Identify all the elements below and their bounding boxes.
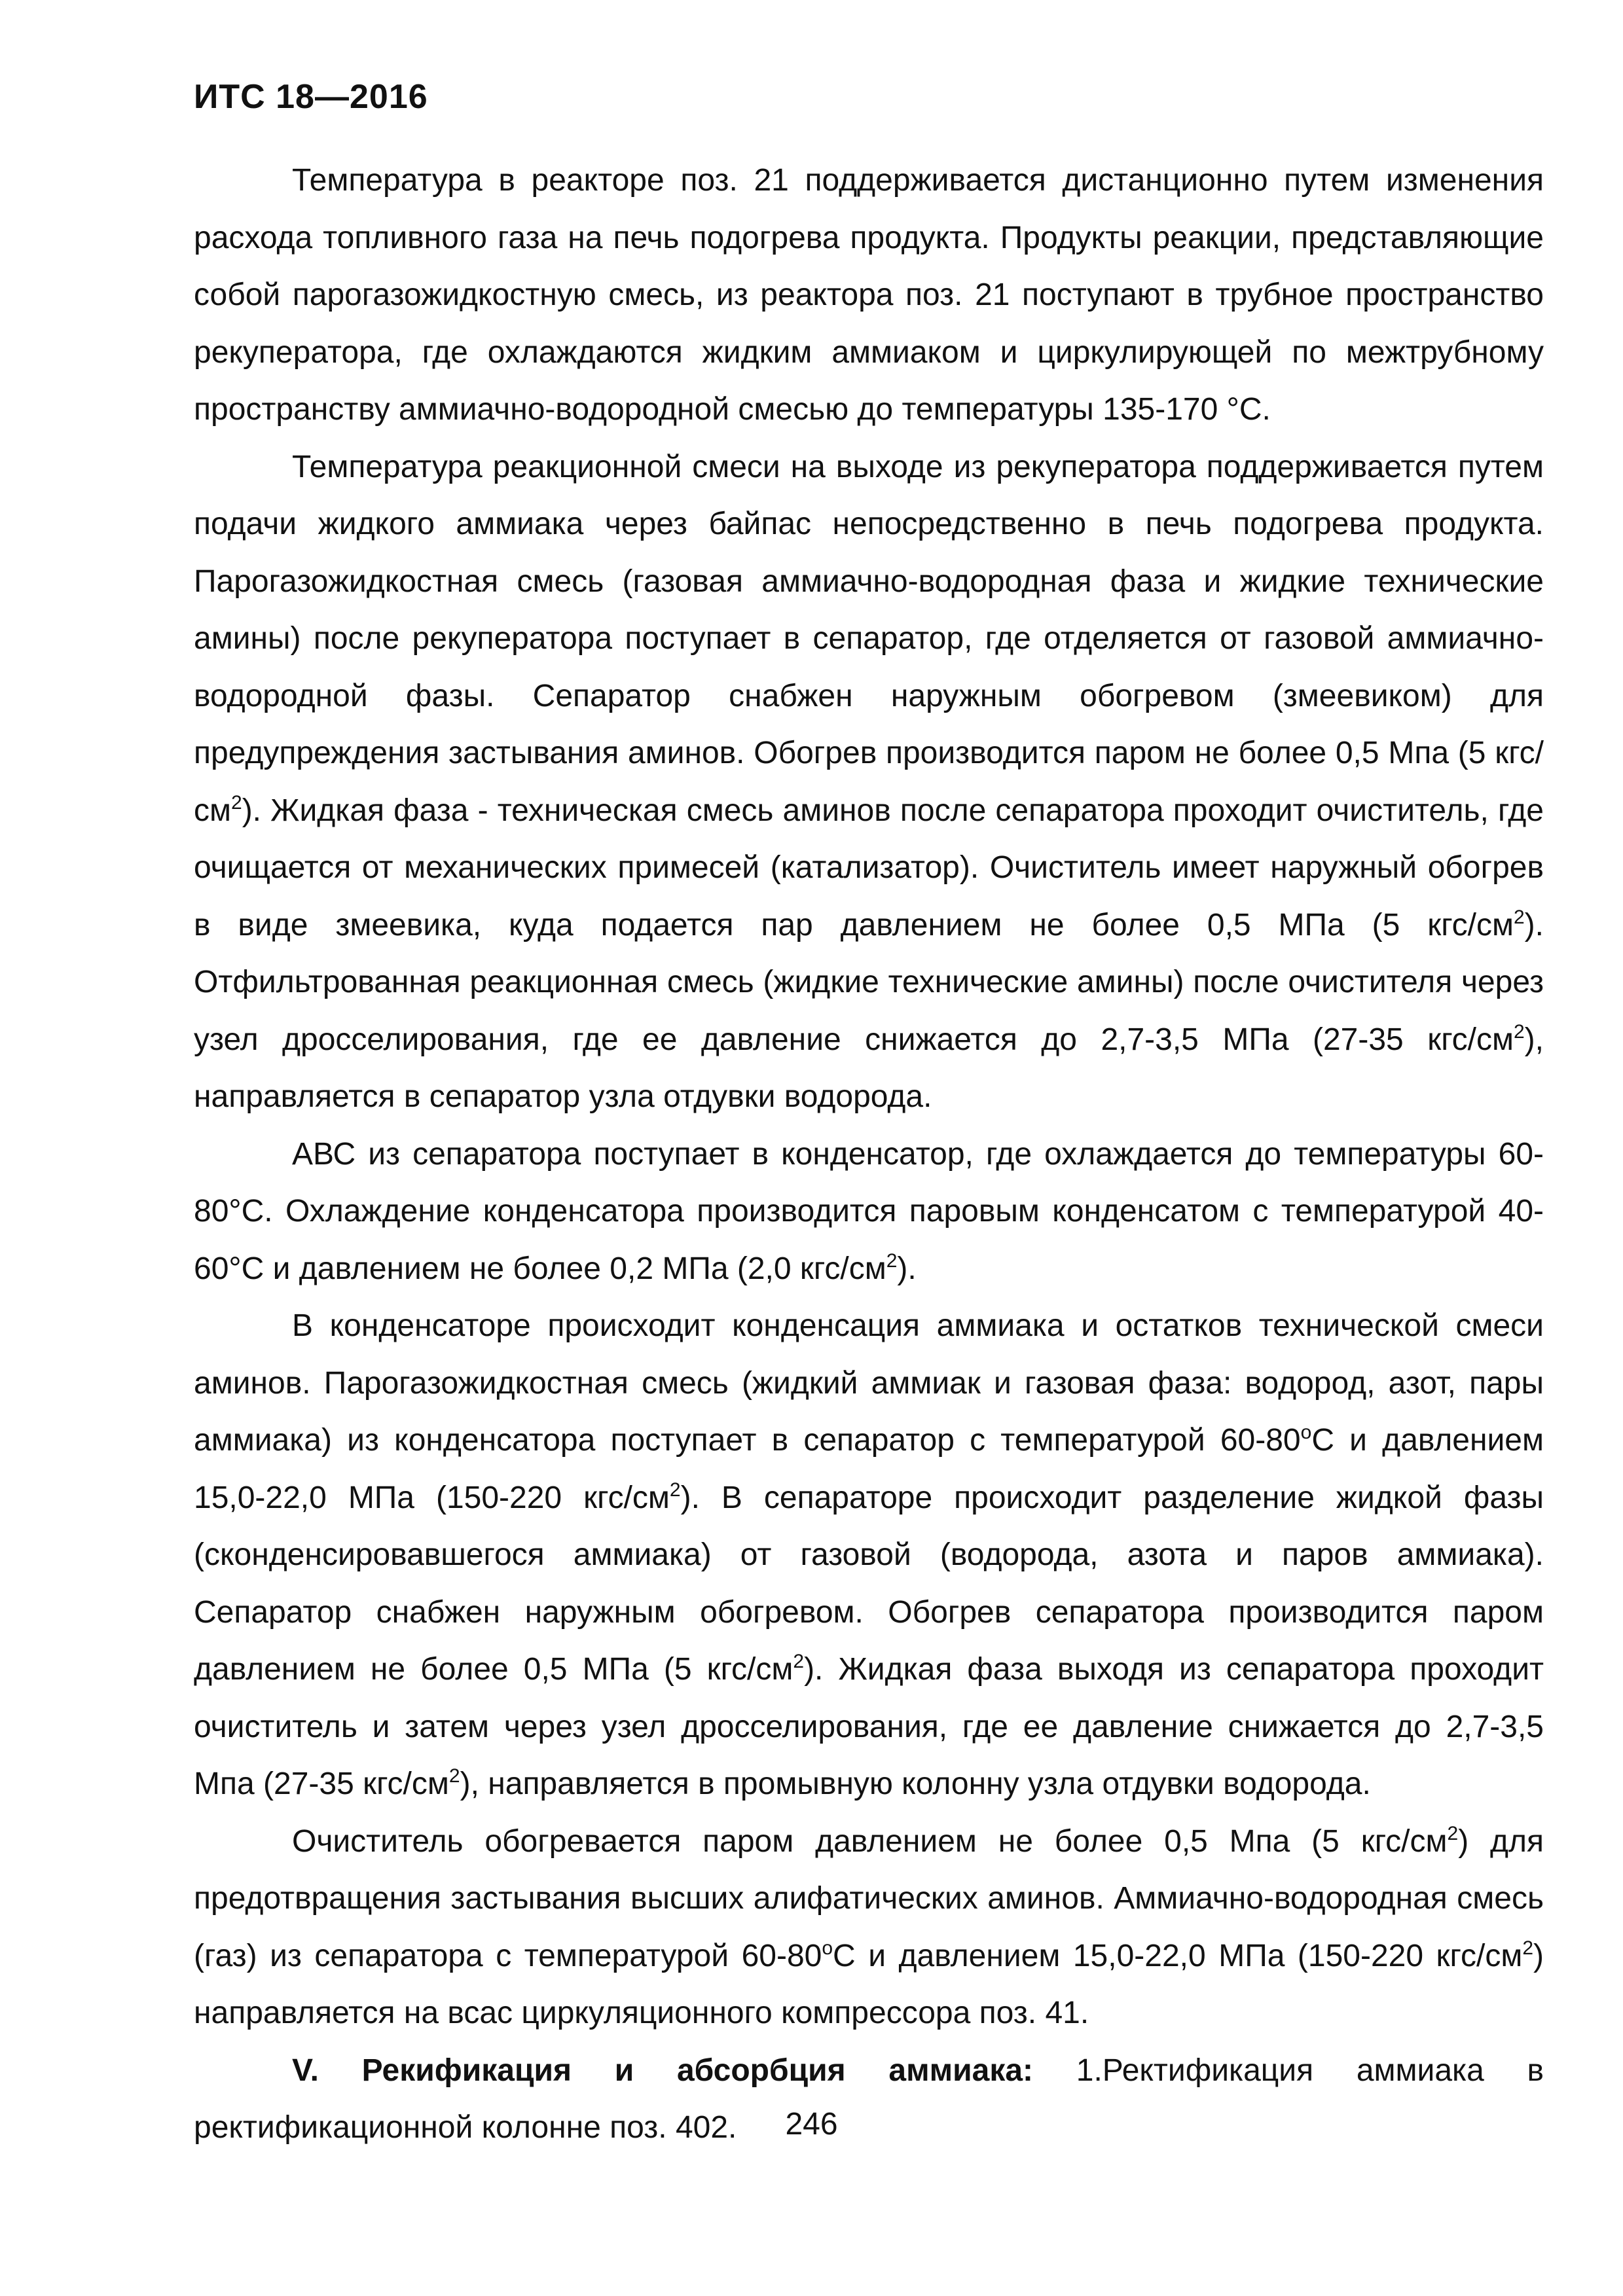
text-run: ). Отфильтрованная реакционная смесь (жидкие технические амины) после очистителя через узел дросселирования, где ее давление снижается до 2,7-3,5 МПа (27-35 кгс/см: [194, 907, 1544, 1057]
paragraph: [194, 1297, 1544, 1813]
text-run: ). Жидкая фаза выходя из сепаратора проходит очиститель и затем через узел дросселирования, где ее давление снижается до 2,7-3,5 Мпа (27-35 кгс/см: [194, 1652, 1544, 1801]
document-header: ИТС 18—2016: [194, 78, 428, 116]
paragraph: [194, 152, 1544, 439]
text-run: Температура в реакторе поз. 21 поддерживается дистанционно путем изменения расхода топливного газа на печь подогрева продукта. Продукты реакции, представляющие собой парогазожидкостную смесь, из реактора поз. 21 поступают в трубное пространство рекуператора, где охлаждаются жидким аммиаком и циркулирующей по межтрубному пространству аммиачно-водородной смесью до температуры 135-170 °С.: [194, 163, 1544, 427]
text-run: ) направляется на всас циркуляционного компрессора поз. 41.: [194, 1938, 1544, 2030]
text-run: АВС из сепаратора поступает в конденсатор, где охлаждается до температуры 60-80°С. Охлаждение конденсатора производится паровым конденсатом с температурой 40-60°С и давлением не более 0,2 МПа (2,0 кгс/см: [194, 1136, 1544, 1286]
document-body: [194, 152, 1544, 2157]
text-run: В конденсаторе происходит конденсация аммиака и остатков технической смеси аминов. Парогазожидкостная смесь (жидкий аммиак и газовая фаза: водород, азот, пары аммиака) из конденсатора поступает в сепаратор с температурой 60-80: [194, 1308, 1544, 1458]
page-number: 246: [785, 2107, 838, 2142]
superscript: о: [1300, 1422, 1312, 1443]
superscript: 2: [886, 1249, 898, 1272]
text-run: Очиститель обогревается паром давлением не более 0,5 Мпа (5 кгс/см: [292, 1823, 1448, 1859]
paragraph: [194, 439, 1544, 1126]
text-run: С и давлением 15,0-22,0 МПа (150-220 кгс/см: [833, 1938, 1523, 1973]
superscript: 2: [448, 1765, 460, 1787]
paragraph: [194, 1813, 1544, 2042]
superscript: 2: [793, 1651, 805, 1672]
text-run: ). Жидкая фаза - техническая смесь аминов после сепаратора проходит очиститель, где очищается от механических примесей (катализатор). Очиститель имеет наружный обогрев в виде змеевика, куда подается пар давлением не более 0,5 МПа (5 кгс/см: [194, 793, 1544, 942]
text-run: 1.Ректификация аммиака в ректификационной колонне поз. 402.: [194, 2053, 1544, 2145]
superscript: 2: [1522, 1937, 1534, 1959]
text-run: С и давлением 15,0-22,0 МПа (150-220 кгс/см: [194, 1423, 1544, 1515]
text-run: Температура реакционной смеси на выходе из рекуператора поддерживается путем подачи жидкого аммиака через байпас непосредственно в печь подогрева продукта. Парогазожидкостная смесь (газовая аммиачно-водородная фаза и жидкие технические амины) после рекуператора поступает в сепаратор, где отделяется от газовой аммиачно-водородной фазы. Сепаратор снабжен наружным обогревом (змеевиком) для предупреждения застывания аминов. Обогрев производится паром не более 0,5 Мпа (5 кгс/см: [194, 449, 1544, 828]
superscript: 2: [669, 1479, 681, 1501]
paragraph: [194, 1126, 1544, 1298]
superscript: 2: [1447, 1822, 1459, 1844]
superscript: о: [822, 1937, 833, 1959]
section-heading: V. Рекификация и абсорбция аммиака:: [292, 2053, 1034, 2088]
superscript: 2: [1513, 906, 1525, 928]
text-run: ).: [897, 1251, 917, 1286]
text-run: ) для предотвращения застывания высших алифатических аминов. Аммиачно-водородная смесь (газ) из сепаратора с температурой 60-80: [194, 1823, 1544, 1973]
text-run: ), направляется в сепаратор узла отдувки водорода.: [194, 1022, 1544, 1114]
superscript: 2: [231, 791, 242, 814]
text-run: ). В сепараторе происходит разделение жидкой фазы (сконденсировавшегося аммиака) от газовой (водорода, азота и паров аммиака). Сепаратор снабжен наружным обогревом. Обогрев сепаратора производится паром давлением не более 0,5 МПа (5 кгс/см: [194, 1480, 1544, 1687]
superscript: 2: [1513, 1020, 1525, 1043]
text-run: ), направляется в промывную колонну узла отдувки водорода.: [460, 1767, 1371, 1801]
